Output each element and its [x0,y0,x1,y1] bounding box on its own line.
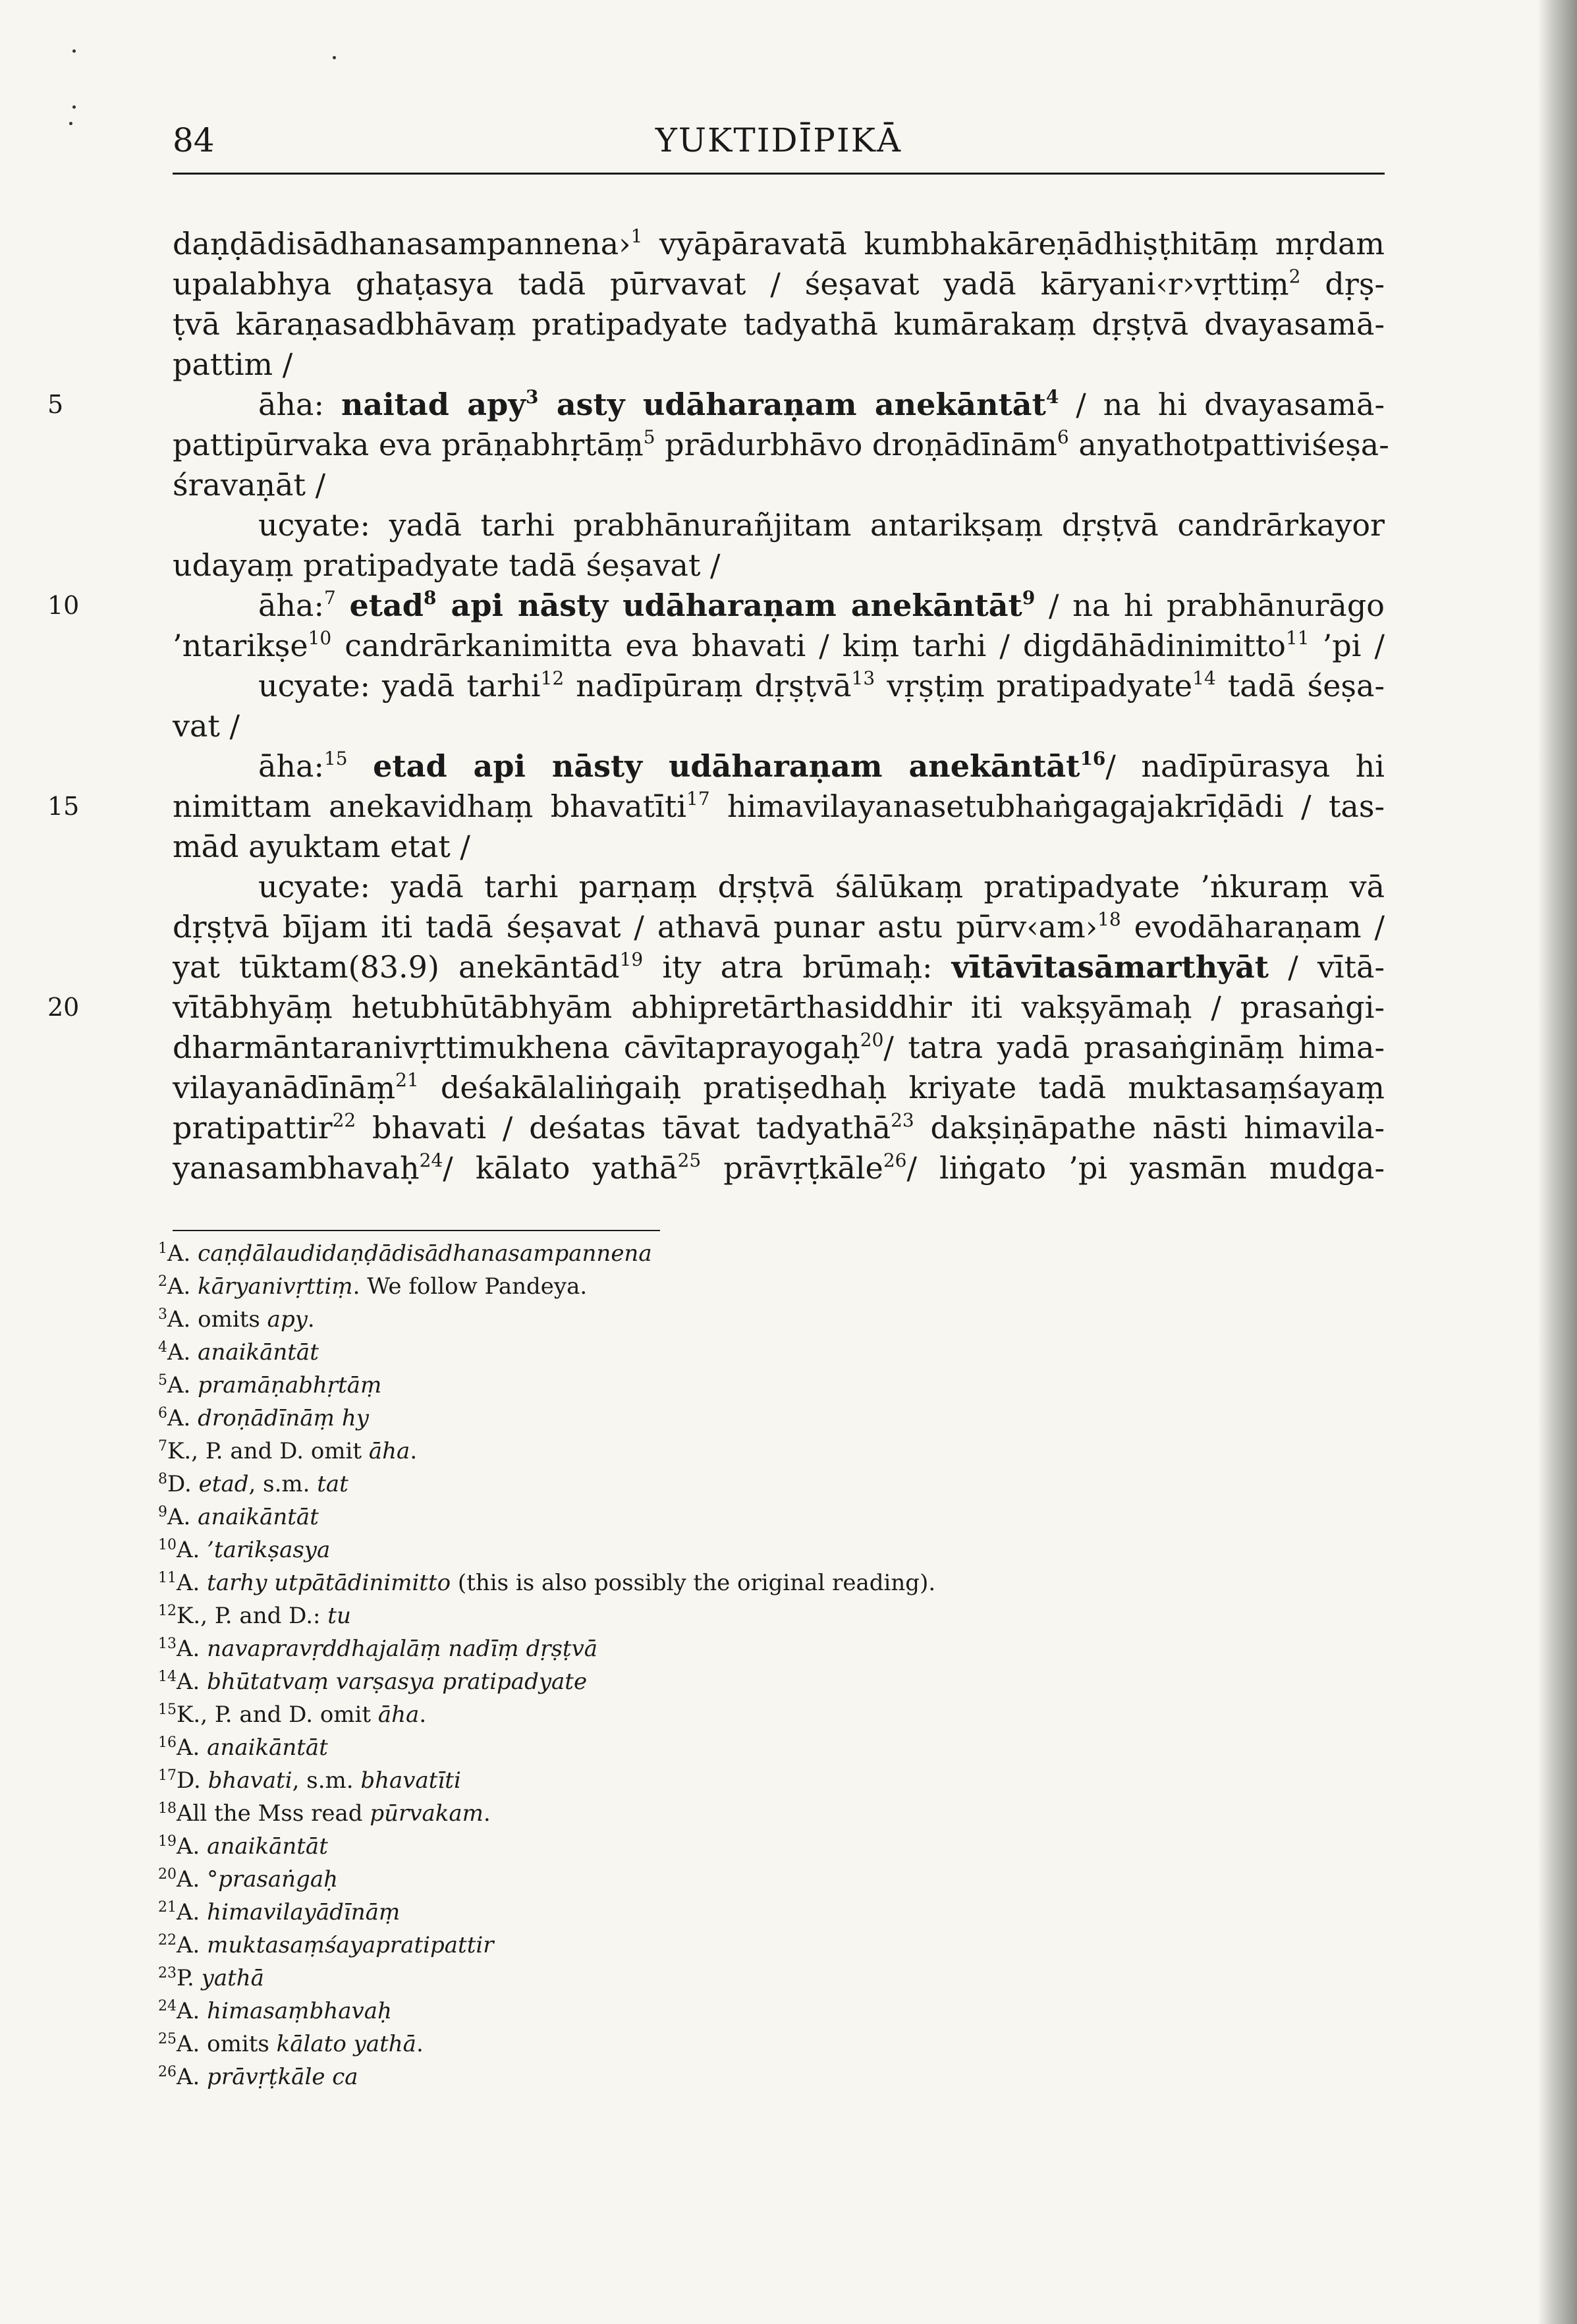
footnote: $^{15}$K., P. and D. omit āha. [158,1702,427,1728]
text-line: daṇḍādisādhanasampannena›$^1$ vyāpāravatā kumbhakāreṇādhiṣṭhitāṃ mṛdam [173,225,1385,262]
footnote-number: 14 [158,1669,177,1685]
line-number: 10 [47,591,80,620]
footnote: $^{18}$All the Mss read pūrvakam. [158,1800,491,1827]
text-line: dharmāntaranivṛttimukhena cāvītaprayogaḥ$^{20}$/ tatra yadā prasaṅgināṃ hima- [173,1029,1385,1065]
footnote-number: 18 [158,1800,177,1817]
footnote: $^{26}$A. prāvṛṭkāle ca [158,2064,358,2090]
text-line: yat tūktam(83.9) anekāntād$^{19}$ ity atra brūmaḥ: vītāvītasāmarthyāt / vītā- [173,949,1385,985]
footnote: $^7$K., P. and D. omit āha. [158,1438,418,1464]
footnote: $^6$A. droṇādīnāṃ hy [158,1405,369,1431]
footnote: $^9$A. anaikāntāt [158,1504,319,1530]
footnote: $^{16}$A. anaikāntāt [158,1734,328,1761]
footnote-number: 24 [158,1998,177,2014]
text-line: vilayanādīnāṃ$^{21}$ deśakālaliṅgaiḥ pratiṣedhaḥ kriyate tadā muktasaṃśayaṃ [173,1069,1385,1105]
footnote-rule [173,1230,660,1231]
footnote-number: 15 [158,1702,177,1718]
footnote-number: 9 [158,1504,167,1520]
footnote: $^{17}$D. bhavati, s.m. bhavatīti [158,1767,461,1794]
text-line: pattim / [173,346,293,382]
text-line: pattipūrvaka eva prāṇabhṛtāṃ$^5$ prādurbhāvo droṇādīnām$^6$ anyathotpattiviśeṣa- [173,426,1389,462]
footnote: $^{21}$A. himavilayādīnāṃ [158,1899,401,1925]
footnote: $^5$A. pramāṇabhṛtāṃ [158,1372,382,1398]
header-rule [173,173,1385,175]
speck-mark [333,56,336,59]
footnote: $^{10}$A. ’tarikṣasya [158,1537,331,1563]
footnote: $^{13}$A. navapravṛddhajalāṃ nadīṃ dṛṣṭvā [158,1636,598,1662]
text-line: ucyate: yadā tarhi parṇaṃ dṛṣṭvā śālūkaṃ pratipadyate ’ṅkuraṃ vā [258,869,1385,904]
running-header [173,119,1385,166]
footnote: $^{25}$A. omits kālato yathā. [158,2031,424,2057]
footnote-number: 25 [158,2031,177,2047]
text-line: mād ayuktam etat / [173,829,470,864]
footnote-number: 19 [158,1833,177,1850]
footnote-number: 12 [158,1603,177,1619]
footnote: $^{20}$A. °prasaṅgaḥ [158,1866,339,1893]
footnote-number: 5 [158,1372,167,1389]
line-number: 15 [47,792,80,821]
speck-mark [69,122,72,125]
main-text [47,224,1389,1188]
footnote: $^{23}$P. yathā [158,1965,264,1991]
text-line: udayaṃ pratipadyate tadā śeṣavat / [173,547,721,583]
speck-mark [72,49,76,53]
footnote-number: 13 [158,1636,177,1652]
footnote-number: 3 [158,1306,167,1323]
text-line: pratipattir$^{22}$ bhavati / deśatas tāvat tadyathā$^{23}$ dakṣiṇāpathe nāsti himavila- [173,1109,1385,1146]
page-edge-shadow [1537,0,1577,2324]
line-number: 20 [47,993,80,1022]
footnote: $^3$A. omits apy. [158,1306,315,1333]
text-line: śravaṇāt / [173,467,326,503]
footnotes [158,1237,1370,2093]
footnote: $^2$A. kāryanivṛttiṃ. We follow Pandeya. [158,1273,588,1300]
footnote-number: 11 [158,1570,177,1586]
text-line: upalabhya ghaṭasya tadā pūrvavat / śeṣavat yadā kāryani‹r›vṛttiṃ$^2$ dṛṣ- [173,265,1385,302]
footnote-number: 6 [158,1405,167,1422]
footnote-number: 20 [158,1866,177,1883]
footnote-number: 1 [158,1240,167,1257]
text-line: nimittam anekavidhaṃ bhavatīti$^{17}$ himavilayanasetubhaṅgagajakrīḍādi / tas- 15 [173,787,1385,827]
footnote-number: 2 [158,1273,167,1290]
footnote: $^{11}$A. tarhy utpātādinimitto (this is also possibly the original reading). [158,1570,936,1596]
text-line: āha:$^7$ etad$^8$ api nāsty udāharaṇam anekāntāt$^9$ / na hi prabhānurāgo 10 [173,586,1385,626]
footnote-number: 8 [158,1471,167,1487]
running-title: YUKTIDĪPIKĀ [655,121,902,159]
footnote-number: 23 [158,1965,177,1981]
text-line: vītābhyāṃ hetubhūtābhyām abhipretārthasiddhir iti vakṣyāmaḥ / prasaṅgi- 20 [173,987,1385,1028]
footnote-number: 17 [158,1767,177,1784]
footnote: $^{12}$K., P. and D.: tu [158,1603,351,1629]
footnote-number: 21 [158,1899,177,1916]
text-line: vat / [173,708,240,744]
footnote: $^4$A. anaikāntāt [158,1339,319,1366]
text-line: yanasambhavaḥ$^{24}$/ kālato yathā$^{25}$ prāvṛṭkāle$^{26}$/ liṅgato ’pi yasmān mudga- [173,1149,1385,1186]
footnote-number: 7 [158,1438,167,1454]
page-number: 84 [173,121,215,159]
line-number: 5 [47,390,64,419]
text-line: dṛṣṭvā bījam iti tadā śeṣavat / athavā punar astu pūrv‹am›$^{18}$ evodāharaṇam / [173,908,1385,945]
text-line: āha:$^{15}$ etad api nāsty udāharaṇam anekāntāt$^{16}$/ nadīpūrasya hi [258,748,1385,784]
speck-mark [72,105,76,109]
footnote-number: 10 [158,1537,177,1553]
footnote-number: 4 [158,1339,167,1356]
text-line: ṭvā kāraṇasadbhāvaṃ pratipadyate tadyathā kumārakaṃ dṛṣṭvā dvayasamā- [173,306,1385,342]
text-line: ucyate: yadā tarhi prabhānurañjitam antarikṣaṃ dṛṣṭvā candrārkayor [258,507,1385,543]
footnote: $^1$A. caṇḍālaudidaṇḍādisādhanasampannena [158,1240,652,1267]
footnote: $^{24}$A. himasaṃbhavaḥ [158,1998,392,2024]
footnote-number: 26 [158,2064,177,2080]
footnote-number: 16 [158,1734,177,1751]
footnote: $^{22}$A. muktasaṃśayapratipattir [158,1932,494,1958]
footnote: $^{14}$A. bhūtatvaṃ varṣasya pratipadyate [158,1669,588,1695]
text-line: ’ntarikṣe$^{10}$ candrārkanimitta eva bhavati / kiṃ tarhi / digdāhādinimitto$^{11}$ ’pi / [173,627,1385,663]
footnote-number: 22 [158,1932,177,1949]
text-line: āha: naitad apy$^3$ asty udāharaṇam anekāntāt$^4$ / na hi dvayasamā- 5 [173,385,1385,425]
footnote: $^8$D. etad, s.m. tat [158,1471,348,1497]
footnote: $^{19}$A. anaikāntāt [158,1833,328,1860]
text-line: ucyate: yadā tarhi$^{12}$ nadīpūraṃ dṛṣṭvā$^{13}$ vṛṣṭiṃ pratipadyate$^{14}$ tadā śeṣa- [258,667,1385,704]
